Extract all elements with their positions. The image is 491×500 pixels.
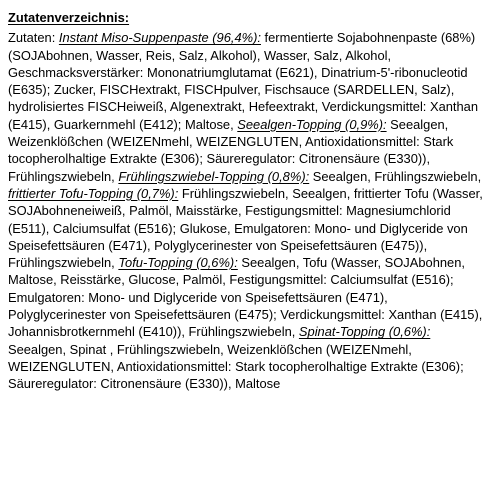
section-label-miso-paste: Instant Miso-Suppenpaste (96,4%): (58, 30, 261, 46)
section-text-seaweed-topping: Seealgen, Weizenklößchen (WEIZENmehl, WEIZENGLUTEN, Antioxidationsmittel: Stark tocopherolhaltige Extrakte (E306); Säureregulator: Citronensäure (E330)), Frühlingszwiebeln, (8, 116, 454, 184)
section-text-tofu-topping: Seealgen, Tofu (Wasser, SOJAbohnen, Maltose, Reisstärke, Glucose, Palmöl, Festigungsmittel: Calciumsulfat (E516); Emulgatoren: Mono- und Diglyceride von Speisefettsäuren (E471), Polyglycerinester von Speisefettsäuren (E475); Verdickungsmittel: Xanthan (E415), Johannisbrotkernmehl (E410)), Frühlingszwiebeln, (8, 255, 483, 340)
section-text-spring-onion-topping: Seealgen, Frühlingszwiebeln, (309, 168, 482, 184)
section-text-spinach-topping: Seealgen, Spinat , Frühlingszwiebeln, Weizenklößchen (WEIZENmehl, WEIZENGLUTEN, Antioxidationsmittel: Stark tocopherolhaltige Extrakte (E306); Säureregulator: Citronensäure (E330)), Maltose (8, 341, 464, 392)
section-label-spinach-topping: Spinat-Topping (0,6%): (298, 324, 431, 340)
section-label-seaweed-topping: Seealgen-Topping (0,9%): (237, 116, 387, 132)
section-label-spring-onion-topping: Frühlingszwiebel-Topping (0,8%): (118, 168, 310, 184)
document-heading: Zutatenverzeichnis: (8, 10, 130, 25)
section-text-fried-tofu-topping: Frühlingszwiebeln, Seealgen, frittierter Tofu (Wasser, SOJAbohneneiweiß, Palmöl, Maisstärke, Festigungsmittel: Magnesiumchlorid (E511), Calciumsulfat (E516); Glukose, Emulgatoren: Mono- und Diglyceride von Speisefettsäuren (E471), Polyglycerinester von Speisefettsäuren (E475)), Frühlingszwiebeln, (8, 185, 483, 271)
intro-prefix: Zutaten: (8, 30, 56, 46)
section-text-miso-paste: fermentierte Sojabohnenpaste (68%) (SOJAbohnen, Wasser, Reis, Salz, Alkohol), Wasser, Salz, Alkohol, Geschmacksverstärker: Mononatriumglutamat (E621), Dinatrium-5'-ribonucleotid (E635); Zucker, FISCHextrakt, FISCHpulver, Fischsauce (SARDELLEN, Salz), hydrolisiertes FISCHeiweiß, Algenextrakt, Hefeextrakt, Verdickungsmittel: Xanthan (E415), Guarkernmehl (E412); Maltose, (8, 30, 478, 132)
section-label-tofu-topping: Tofu-Topping (0,6%): (118, 255, 238, 271)
ingredients-text (8, 29, 485, 392)
section-label-fried-tofu-topping: frittierter Tofu-Topping (0,7%): (8, 185, 179, 201)
